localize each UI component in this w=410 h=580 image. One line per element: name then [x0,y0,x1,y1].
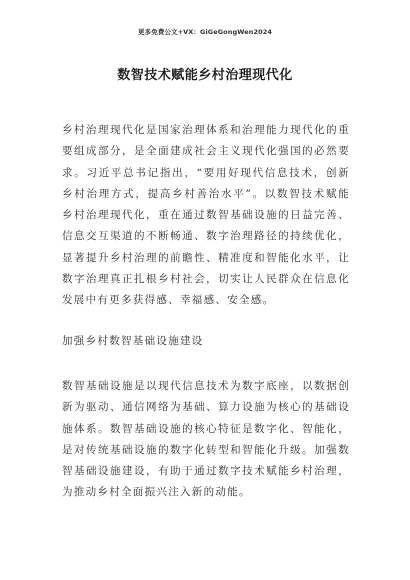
header-note: 更多免费公文+VX：GiGeGongWen2024 [138,28,272,36]
document-title: 数智技术赋能乡村治理现代化 [117,68,293,83]
section-heading: 加强乡村数智基础设施建设 [62,335,204,347]
paragraph-intro: 乡村治理现代化是国家治理体系和治理能力现代化的重要组成部分，是全面建成社会主义现代化强国的必然要求。习近平总书记指出，“要用好现代信息技术，创新乡村治理方式，提高乡村善治水平”。以数智技术赋能乡村治理现代化，重在通过数智基础设施的日益完善、信息交互渠道的不断畅通、数字治理路径的持续优化，显著提升乡村治理的前瞻性、精准度和智能化水平，让数字治理真正扎根乡村社会，切实让人民群众在信息化发展中有更多获得感、幸福感、安全感。 [62,124,350,307]
paragraph-infrastructure: 数智基础设施是以现代信息技术为数字底座，以数据创新为驱动、通信网络为基础、算力设施为核心的基础设施体系。数智基础设施的核心特征是数字化、智能化，是对传统基础设施的数字化转型和智能化升级。加强数智基础设施建设，有助于通过数字技术赋能乡村治理，为推动乡村全面振兴注入新的动能。 [62,380,350,499]
